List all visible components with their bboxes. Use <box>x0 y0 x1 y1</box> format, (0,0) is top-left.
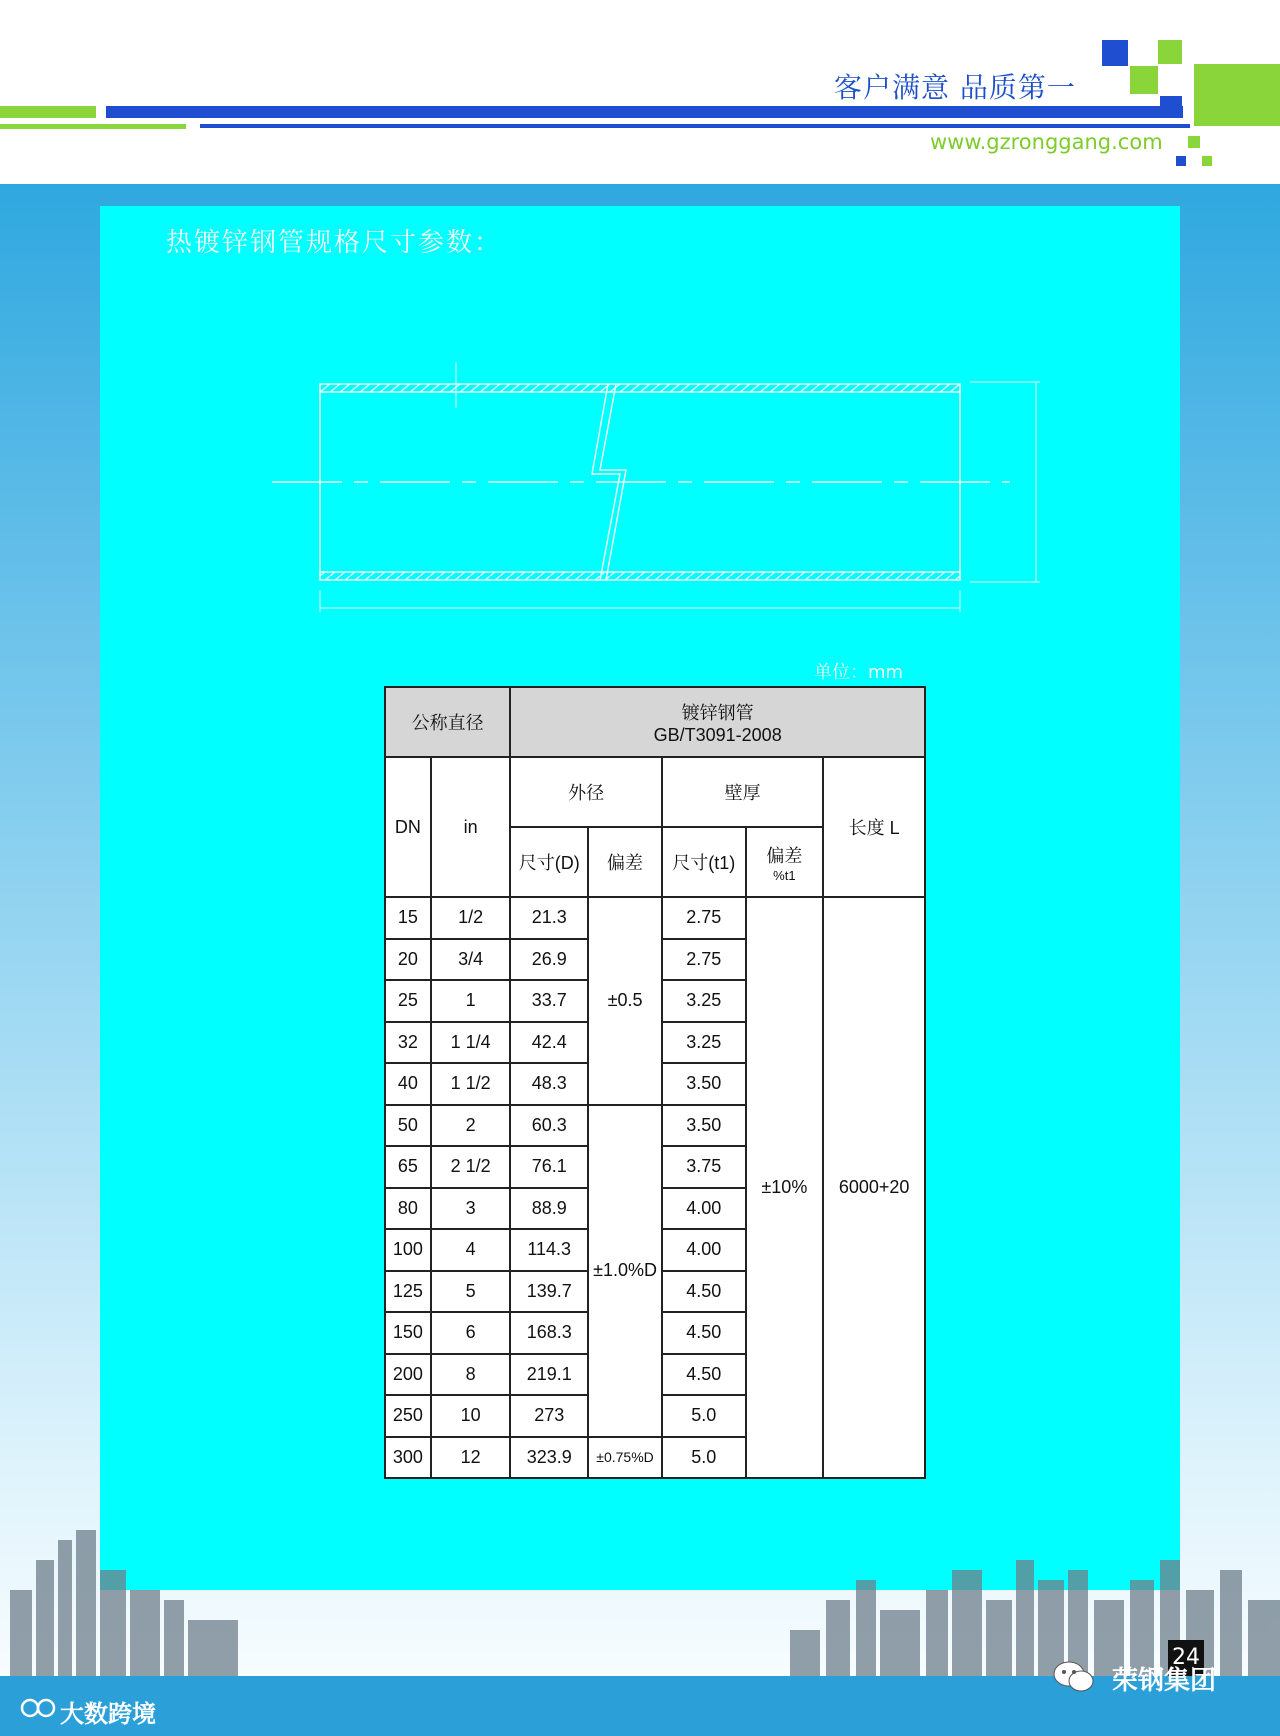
header-product <box>510 687 925 757</box>
cell-dn: 150 <box>385 1312 431 1354</box>
cell-d: 76.1 <box>510 1146 588 1188</box>
header-size-d: 尺寸(D) <box>510 827 588 897</box>
cell-dn: 200 <box>385 1354 431 1396</box>
header-length: 长度 L <box>823 757 925 897</box>
cell-d: 26.9 <box>510 939 588 981</box>
green-stripe <box>0 106 96 118</box>
cell-d: 88.9 <box>510 1188 588 1230</box>
cell-dn: 32 <box>385 1022 431 1064</box>
cell-wall-deviation: ±10% <box>746 897 824 1478</box>
cell-t1: 3.25 <box>662 980 746 1022</box>
watermark-logo-icon <box>20 1694 58 1722</box>
deco-square-blue <box>1176 156 1186 166</box>
deco-square-green-large <box>1194 64 1280 126</box>
cell-d: 219.1 <box>510 1354 588 1396</box>
slogan: 客户满意 品质第一 <box>834 71 1076 104</box>
table-row <box>385 897 925 939</box>
cell-dn: 300 <box>385 1437 431 1479</box>
cell-dn: 80 <box>385 1188 431 1230</box>
unit-label: 单位：mm <box>814 662 904 683</box>
header-size-t1: 尺寸(t1) <box>662 827 746 897</box>
cell-d: 42.4 <box>510 1022 588 1064</box>
page-number: 24 <box>1168 1640 1204 1676</box>
header-standard: GB/T3091-2008 <box>653 724 782 745</box>
deco-square-green <box>1158 40 1182 64</box>
cell-in: 1 1/4 <box>431 1022 511 1064</box>
cell-d: 168.3 <box>510 1312 588 1354</box>
panel-title: 热镀锌钢管规格尺寸参数： <box>166 228 503 258</box>
header-outer-diameter: 外径 <box>510 757 662 827</box>
website-url[interactable]: www.gzronggang.com <box>930 130 1163 154</box>
deco-square-green <box>1130 66 1158 94</box>
cell-dn: 50 <box>385 1105 431 1147</box>
cell-dn: 20 <box>385 939 431 981</box>
cell-t1: 3.50 <box>662 1105 746 1147</box>
cell-in: 2 1/2 <box>431 1146 511 1188</box>
cell-t1: 4.50 <box>662 1354 746 1396</box>
deco-square-green <box>1188 136 1200 148</box>
cell-dn: 125 <box>385 1271 431 1313</box>
cell-d: 48.3 <box>510 1063 588 1105</box>
cell-t1: 3.25 <box>662 1022 746 1064</box>
cell-in: 1 <box>431 980 511 1022</box>
cell-t1: 4.00 <box>662 1188 746 1230</box>
cell-dn: 250 <box>385 1395 431 1437</box>
cell-dn: 15 <box>385 897 431 939</box>
cell-t1: 3.75 <box>662 1146 746 1188</box>
cell-d: 33.7 <box>510 980 588 1022</box>
cell-in: 6 <box>431 1312 511 1354</box>
cell-in: 4 <box>431 1229 511 1271</box>
cell-dn: 100 <box>385 1229 431 1271</box>
cell-t1: 2.75 <box>662 897 746 939</box>
cell-in: 3/4 <box>431 939 511 981</box>
cell-in: 1/2 <box>431 897 511 939</box>
cell-d: 114.3 <box>510 1229 588 1271</box>
cell-t1: 4.00 <box>662 1229 746 1271</box>
header-deviation-t1-unit: %t1 <box>773 867 796 883</box>
cell-dn: 65 <box>385 1146 431 1188</box>
brand-name: 荣钢集团 <box>1112 1666 1217 1696</box>
cell-d: 273 <box>510 1395 588 1437</box>
deco-square-green <box>1202 156 1212 166</box>
cell-d: 21.3 <box>510 897 588 939</box>
cell-t1: 4.50 <box>662 1312 746 1354</box>
header-deviation: 偏差 <box>588 827 662 897</box>
header-deviation-t1-label: 偏差 <box>766 845 803 866</box>
page-header <box>0 0 1280 184</box>
cell-in: 8 <box>431 1354 511 1396</box>
cell-in: 2 <box>431 1105 511 1147</box>
cell-length: 6000+20 <box>823 897 925 1478</box>
cell-t1: 4.50 <box>662 1271 746 1313</box>
city-skyline <box>0 1500 1280 1680</box>
cell-deviation-group2: ±1.0%D <box>588 1105 662 1437</box>
cell-t1: 3.50 <box>662 1063 746 1105</box>
cell-deviation-group3: ±0.75%D <box>588 1437 662 1479</box>
header-dn: DN <box>385 757 431 897</box>
header-nominal-diameter: 公称直径 <box>385 687 510 757</box>
spec-table <box>384 686 926 1479</box>
header-wall-thickness: 壁厚 <box>662 757 823 827</box>
deco-square-blue <box>1160 96 1182 118</box>
blue-stripe <box>106 106 1183 118</box>
cell-t1: 2.75 <box>662 939 746 981</box>
cell-d: 60.3 <box>510 1105 588 1147</box>
cell-in: 1 1/2 <box>431 1063 511 1105</box>
green-stripe-thin <box>0 124 186 129</box>
cell-in: 3 <box>431 1188 511 1230</box>
content-panel <box>100 206 1180 1590</box>
cell-d: 139.7 <box>510 1271 588 1313</box>
cell-d: 323.9 <box>510 1437 588 1479</box>
cell-dn: 40 <box>385 1063 431 1105</box>
cell-dn: 25 <box>385 980 431 1022</box>
cell-deviation-group1: ±0.5 <box>588 897 662 1105</box>
blue-stripe-thin <box>200 124 1190 128</box>
header-in: in <box>431 757 511 897</box>
deco-square-blue <box>1102 40 1128 66</box>
watermark-brand: 大数跨境 <box>60 1700 156 1728</box>
cell-t1: 5.0 <box>662 1395 746 1437</box>
wechat-icon <box>1052 1660 1096 1694</box>
header-deviation-t1 <box>746 827 824 897</box>
cell-in: 5 <box>431 1271 511 1313</box>
cell-in: 10 <box>431 1395 511 1437</box>
cell-in: 12 <box>431 1437 511 1479</box>
header-product-name: 镀锌钢管 <box>681 702 754 723</box>
cell-t1: 5.0 <box>662 1437 746 1479</box>
pipe-diagram <box>270 336 1050 616</box>
